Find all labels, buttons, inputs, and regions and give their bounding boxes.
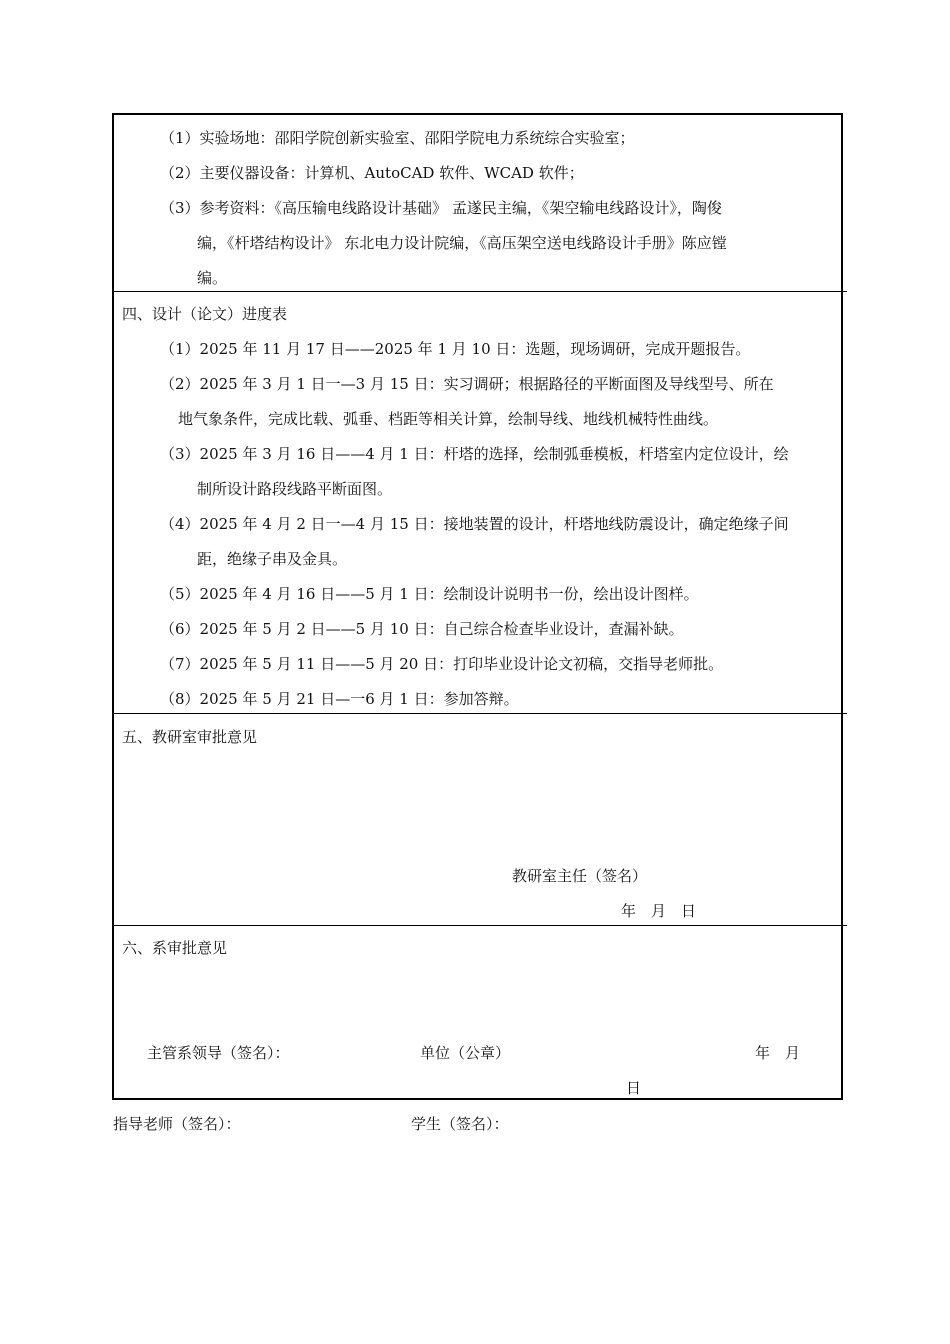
department-approval-date-year-month: 年 月	[755, 1044, 801, 1062]
schedule-item-3: （3）2025 年 3 月 16 日——4 月 1 日：杆塔的选择，绘制弧垂模板，杆塔室内定位设计，绘	[160, 445, 789, 463]
schedule-item-7: （7）2025 年 5 月 11 日——5 月 20 日：打印毕业设计论文初稿，交指导老师批。	[160, 655, 724, 673]
advisor-signature-label: 指导老师（签名）：	[113, 1115, 241, 1133]
schedule-item-2-cont: 地气象条件，完成比载、弧垂、档距等相关计算，绘制导线、地线机械特性曲线。	[178, 410, 719, 428]
schedule-item-3-cont: 制所设计路段线路平断面图。	[197, 480, 393, 498]
schedule-item-5: （5）2025 年 4 月 16 日——5 月 1 日：绘制设计说明书一份，绘出设计图样。	[160, 585, 699, 603]
unit-seal-label: 单位（公章）	[420, 1044, 511, 1062]
office-approval-heading: 五、教研室审批意见	[122, 728, 258, 746]
student-signature-label: 学生（签名）：	[411, 1115, 509, 1133]
row-divider-6	[112, 925, 847, 926]
equipment-text: （2）主要仪器设备：计算机、AutoCAD 软件、WCAD 软件；	[160, 164, 584, 182]
schedule-item-2: （2）2025 年 3 月 1 日一—3 月 15 日：实习调研；根据路径的平断面图及导线型号、所在	[160, 375, 774, 393]
references-text-line2: 编，《杆塔结构设计》 东北电力设计院编，《高压架空送电线路设计手册》陈应镗	[197, 234, 727, 252]
schedule-item-8: （8）2025 年 5 月 21 日—一6 月 1 日：参加答辩。	[160, 690, 519, 708]
department-leader-signature-label: 主管系领导（签名）：	[147, 1044, 290, 1062]
schedule-item-1: （1）2025 年 11 月 17 日——2025 年 1 月 10 日：选题，现场调研，完成开题报告。	[160, 340, 751, 358]
schedule-item-4: （4）2025 年 4 月 2 日一—4 月 15 日：接地装置的设计，杆塔地线防震设计，确定绝缘子间	[160, 515, 789, 533]
department-approval-heading: 六、系审批意见	[122, 939, 228, 957]
schedule-heading: 四、设计（论文）进度表	[122, 305, 288, 323]
references-text-line3: 编。	[197, 269, 228, 287]
department-approval-date-day: 日	[626, 1079, 642, 1097]
references-text-line1: （3）参考资料：《高压输电线路设计基础》 孟遂民主编，《架空输电线路设计》，陶俊	[160, 199, 722, 217]
office-director-signature-label: 教研室主任（签名）	[512, 867, 648, 885]
office-approval-date: 年 月 日	[621, 902, 697, 920]
row-divider-4	[112, 291, 847, 292]
schedule-item-4-cont: 距，绝缘子串及金具。	[197, 550, 348, 568]
lab-location-text: （1）实验场地：邵阳学院创新实验室、邵阳学院电力系统综合实验室；	[160, 129, 635, 147]
schedule-item-6: （6）2025 年 5 月 2 日——5 月 10 日：自己综合检查毕业设计，查漏补缺。	[160, 620, 684, 638]
row-divider-5	[112, 713, 847, 714]
